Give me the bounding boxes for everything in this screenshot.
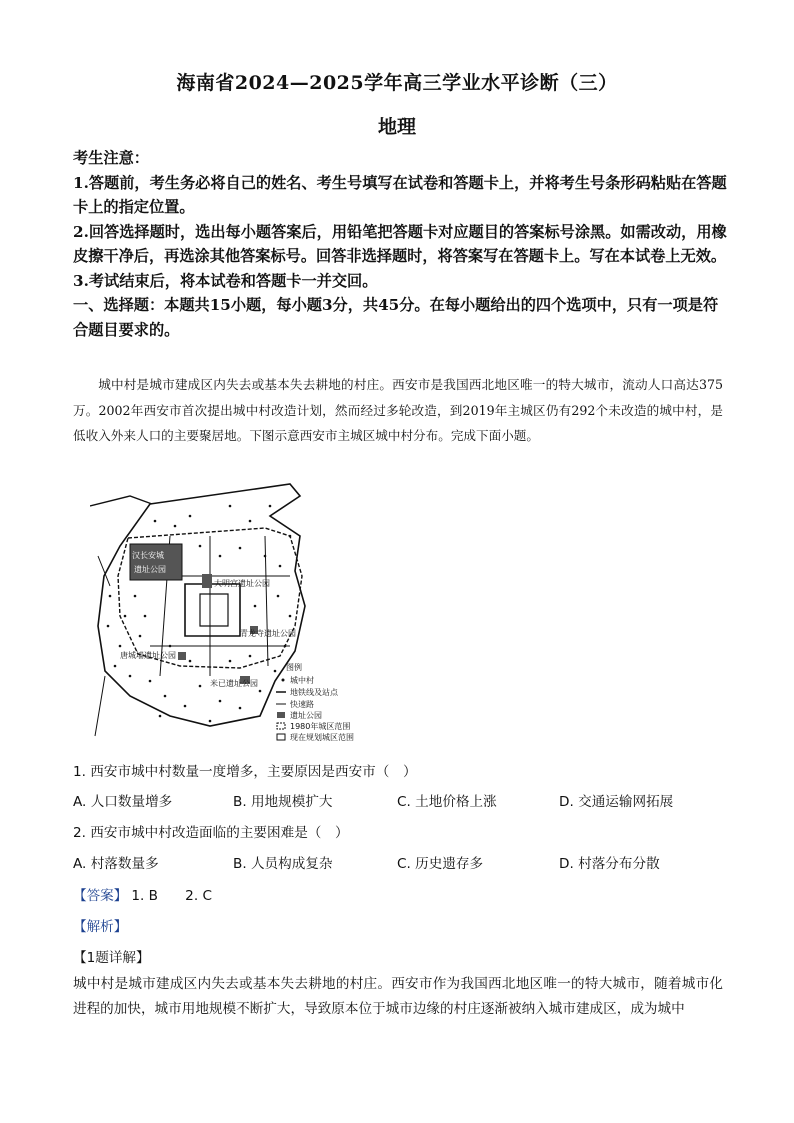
legend-expressway: 快速路 (290, 700, 314, 709)
label-park-qinglongsi: 青龙寺遗址公园 (240, 629, 296, 638)
q2-option-d[interactable]: D. 村落分布分散 (559, 856, 660, 872)
notice-item-3: 3.考试结束后，将本试卷和答题卡一并交回。 (73, 271, 378, 290)
q1-option-b[interactable]: B. 用地规模扩大 (233, 794, 333, 810)
legend-metro: 地铁线及站点 (290, 688, 338, 697)
notice-block (73, 146, 729, 342)
notice-item-1: 1.答题前，考生务必将自己的姓名、考生号填写在试卷和答题卡上，并将考生号条形码粘贴在答题卡上的指定位置。 (73, 173, 727, 216)
analysis-label: 【解析】 (73, 919, 128, 935)
label-park-miyi: 米已遗址公园 (210, 679, 258, 688)
xian-village-map (90, 476, 390, 744)
q1-option-d[interactable]: D. 交通运输网拓展 (559, 794, 674, 810)
label-park-hanchangan-2: 遗址公园 (134, 565, 166, 574)
intro-passage (73, 372, 723, 449)
analysis-text: 城中村是城市建成区内失去或基本失去耕地的村庄。西安市作为我国西北地区唯一的特大城市，随着城市化进程的加快，城市用地规模不断扩大，导致原本位于城市边缘的村庄逐渐被纳入城市建成区，成为城中 (73, 976, 723, 1017)
question-2-stem: 2. 西安市城中村改造面临的主要困难是（ ） (73, 825, 349, 841)
park-daminggong (202, 574, 212, 588)
answer-label: 【答案】 (73, 888, 128, 904)
q2-option-c[interactable]: C. 历史遗存多 (397, 856, 484, 872)
notice-item-2: 2.回答选择题时，选出每小题答案后，用铅笔把答题卡对应题目的答案标号涂黑。如需改动，用橡皮擦干净后，再选涂其他答案标号。回答非选择题时，将答案写在答题卡上。写在本试卷上无效。 (73, 222, 727, 265)
q1-option-c[interactable]: C. 土地价格上涨 (397, 794, 497, 810)
answer-line (73, 884, 212, 904)
exam-title: 海南省2024—2025学年高三学业水平诊断（三） (176, 72, 618, 94)
park-hanchangan (130, 544, 182, 580)
question-1-stem: 1. 西安市城中村数量一度增多，主要原因是西安市（ ） (73, 764, 417, 780)
legend-1980: 1980年城区范围 (290, 722, 351, 731)
label-park-tangchengqiang: 唐城墙遗址公园 (120, 651, 176, 660)
answer-value: 1. B 2. C (131, 888, 212, 904)
analysis-body (73, 972, 723, 1022)
legend-village: 城中村 (290, 676, 314, 685)
q2-option-a[interactable]: A. 村落数量多 (73, 856, 159, 872)
legend-planned: 现在规划城区范围 (290, 733, 354, 742)
q1-option-a[interactable]: A. 人口数量增多 (73, 794, 173, 810)
detail-heading-q1: 【1题详解】 (73, 950, 150, 966)
label-park-daminggong: 大明宫遗址公园 (214, 579, 270, 588)
legend-park: 遗址公园 (290, 711, 322, 720)
notice-heading: 考生注意： (73, 149, 149, 167)
intro-text: 城中村是城市建成区内失去或基本失去耕地的村庄。西安市是我国西北地区唯一的特大城市，流动人口高达375万。2002年西安市首次提出城中村改造计划，然而经过多轮改造，到2019年主城区仍有292个未改造的城中村，是低收入外来人口的主要聚居地。下图示意西安市主城区城中村分布。完成下面小题。 (73, 377, 723, 443)
section-heading: 一、选择题：本题共15小题，每小题3分，共45分。在每小题给出的四个选项中，只有一项是符合题目要求的。 (73, 296, 719, 339)
label-park-hanchangan-1: 汉长安城 (132, 551, 164, 560)
q2-option-b[interactable]: B. 人员构成复杂 (233, 856, 333, 872)
exam-subject: 地理 (377, 116, 416, 138)
legend-title: 图例 (286, 663, 302, 672)
